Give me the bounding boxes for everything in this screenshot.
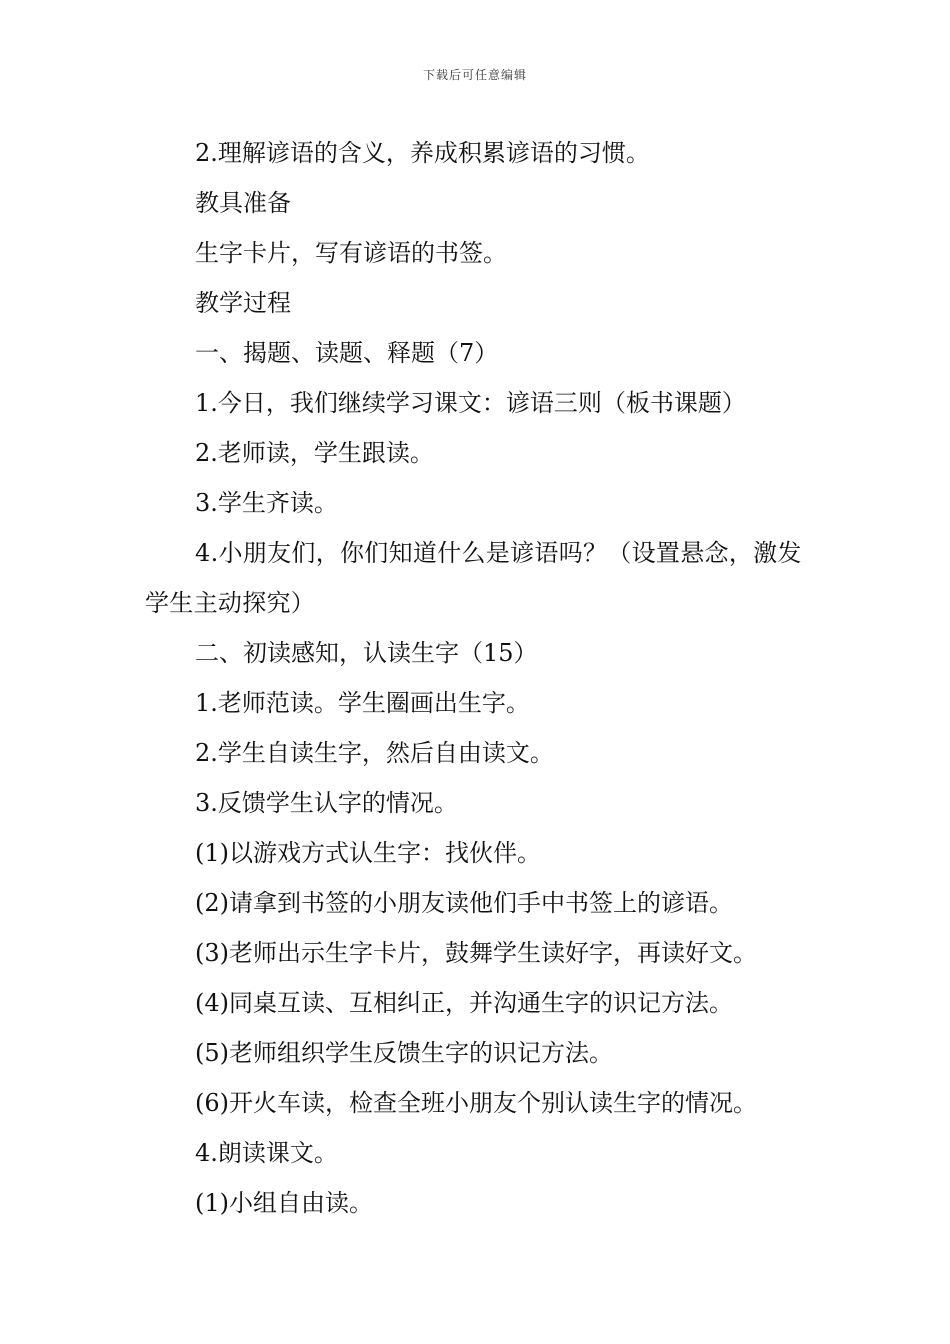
list-item: (2)请拿到书签的小朋友读他们手中书签上的谚语。 [195, 889, 733, 917]
paragraph: 1.老师范读。学生圈画出生字。 [195, 689, 530, 717]
paragraph-wrapped: 4.小朋友们，你们知道什么是谚语吗？（设置悬念，激发学生主动探究） [145, 539, 802, 617]
paragraph: 2.老师读，学生跟读。 [195, 439, 434, 467]
section-heading: 教学过程 [195, 289, 291, 317]
list-item: (6)开火车读，检查全班小朋友个别认读生字的情况。 [195, 1089, 757, 1117]
paragraph: 3.反馈学生认字的情况。 [195, 789, 458, 817]
list-item: (1)小组自由读。 [195, 1189, 373, 1217]
document-body [145, 128, 805, 1228]
paragraph: 1.今日，我们继续学习课文：谚语三则（板书课题） [195, 389, 746, 417]
page-header: 下载后可任意编辑 [422, 68, 527, 82]
list-item: (5)老师组织学生反馈生字的识记方法。 [195, 1039, 613, 1067]
list-item: (4)同桌互读、互相纠正，并沟通生字的识记方法。 [195, 989, 733, 1017]
list-item: (1)以游戏方式认生字：找伙伴。 [195, 839, 541, 867]
paragraph: 生字卡片，写有谚语的书签。 [195, 239, 507, 267]
paragraph: 2.学生自读生字，然后自由读文。 [195, 739, 554, 767]
section-heading: 一、揭题、读题、释题（7） [195, 339, 499, 367]
section-heading: 二、初读感知，认读生字（15） [195, 639, 538, 667]
list-item: (3)老师出示生字卡片，鼓舞学生读好字，再读好文。 [195, 939, 757, 967]
section-heading: 教具准备 [195, 189, 291, 217]
paragraph: 4.朗读课文。 [195, 1139, 338, 1167]
paragraph: 3.学生齐读。 [195, 489, 338, 517]
paragraph: 2.理解谚语的含义，养成积累谚语的习惯。 [195, 139, 650, 167]
